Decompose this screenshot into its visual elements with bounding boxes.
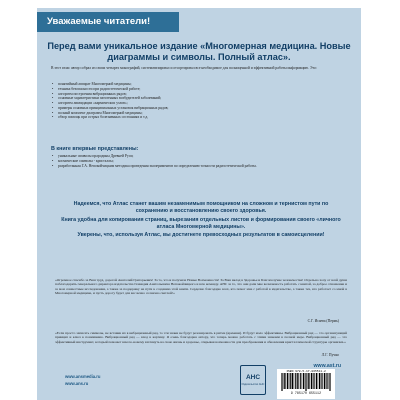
highlight-paragraph: Уверены, что, используя Атлас, вы достигнете превосходных результатов в самоисцелении! [77, 232, 325, 239]
ansmedia-link[interactable]: www.ansmedia.ru [65, 374, 101, 379]
review-signature-2: Л.Г. Пучко [321, 353, 339, 357]
section-subheading: В книге впервые представлены: [51, 146, 139, 152]
greeting-banner: Уважаемые читатели! [37, 12, 179, 32]
barcode [277, 369, 335, 399]
isbn-number: ISBN 978-5-17-065511-2 [286, 370, 326, 373]
list-item: • полный комплект диаграмм Многомерной медицины; [51, 111, 351, 116]
ans-link[interactable]: www.ans.ru [65, 381, 89, 386]
list-item: • основные характеристики патогенных возбудителей заболеваний; [51, 96, 351, 101]
list-item: • космические символы - кристаллы; [51, 159, 351, 164]
publisher-logo [240, 365, 266, 395]
list-item: • разработанная Г.А. Непокойчицким методика проведения экспериментов по определению точности радиэстетической работы. [51, 164, 351, 169]
list-item: • обзор помощь при острых болезненных состояниях и т.д. [51, 115, 351, 120]
highlight-paragraph: Надеемся, что Атлас станет вашим незаменимым помощником на сложном и тернистом пути по сохранению и восстановлению своего здоровья. [73, 201, 329, 215]
list-item: • примеры основных принципиальных установок вибрационных рядов; [51, 106, 351, 111]
publisher-mark: АНС [245, 374, 261, 381]
website-links [65, 373, 100, 387]
intro-paragraph: В этот атлас автор собрал из своих четырех монографий, систематизировал и отсортировал все необходимое для полноценной и эффективной работы информацию. Это: [51, 66, 317, 70]
contents-list [51, 82, 351, 120]
ast-website-link[interactable]: www.ast.ru [313, 363, 341, 369]
publisher-label: Издательство АНС [241, 383, 265, 386]
barcode-number: 9 785170 655112 [290, 391, 322, 395]
list-item: • техника безопасности при радиэстетической работе; [51, 87, 351, 92]
list-item: • понятийный аппарат Многомерной медицины; [51, 82, 351, 87]
reader-review-1: «Огромное спасибо за Ваш труд, дорогой Анатолий Григорьевич! За то, что и получила Новые Возможности! За Ваш вклад в Здоровье и Благополучие человечества! Отдельно хочу от всей души поблагодарить генерального директора издательства Геннадия Анатольевича Непокойчицкого и всю команду. АНС за то, что они дали мне возможность работать с книгой, за доброе отношение и за мои совместные исследования, а также за поддержку на пути к созданию этой книги. Сердечно благодарю всех, кто помог мне с работой в издательстве, а также тех, кто работает со мной в Многомерной медицине, и пусть дорогу будет для вас вечно солнечно светлой!» [55, 278, 347, 296]
headline: Перед вами уникальное издание «Многомерная медицина. Новые диаграммы и символы. Полный атлас». [47, 41, 351, 62]
list-item: • уникальные символы прародины Древней Руси; [51, 154, 351, 159]
review-signature-1: С.Г. Исаева (Пермь) [307, 319, 339, 323]
book-back-cover [37, 8, 361, 400]
list-item: • алгоритм ликвидации «кармических узлов»; [51, 101, 351, 106]
firsts-list [51, 154, 351, 168]
barcode-bars-icon [280, 373, 332, 391]
highlight-block [57, 201, 345, 241]
reader-review-2: «Если просто записать символы, не вставив их в вибрационный ряд, то эти знаки не будут резонировать в ритме (времени). И будут мало эффективны. Вибрационный ряд — это организующий принцип и ключ к пониманию. Вибрационный ряд — вход в картину. Я очень благодарна автору, что теперь можно работать с этими знаками в полной мере. Вибрационный ряд — это эффективный инструмент, который поможет вам по-новому взглянуть на свою жизнь и здоровье, открывая возможности для преображения и обновления кристаллической структуры организма.» [55, 331, 347, 344]
list-item: • алгоритм построения вибрационных рядов; [51, 92, 351, 97]
highlight-paragraph: Книга удобна для копирования страниц, вырезания отдельных листов и формирования своего «личного атласа Многомерной медицины». [61, 216, 341, 230]
